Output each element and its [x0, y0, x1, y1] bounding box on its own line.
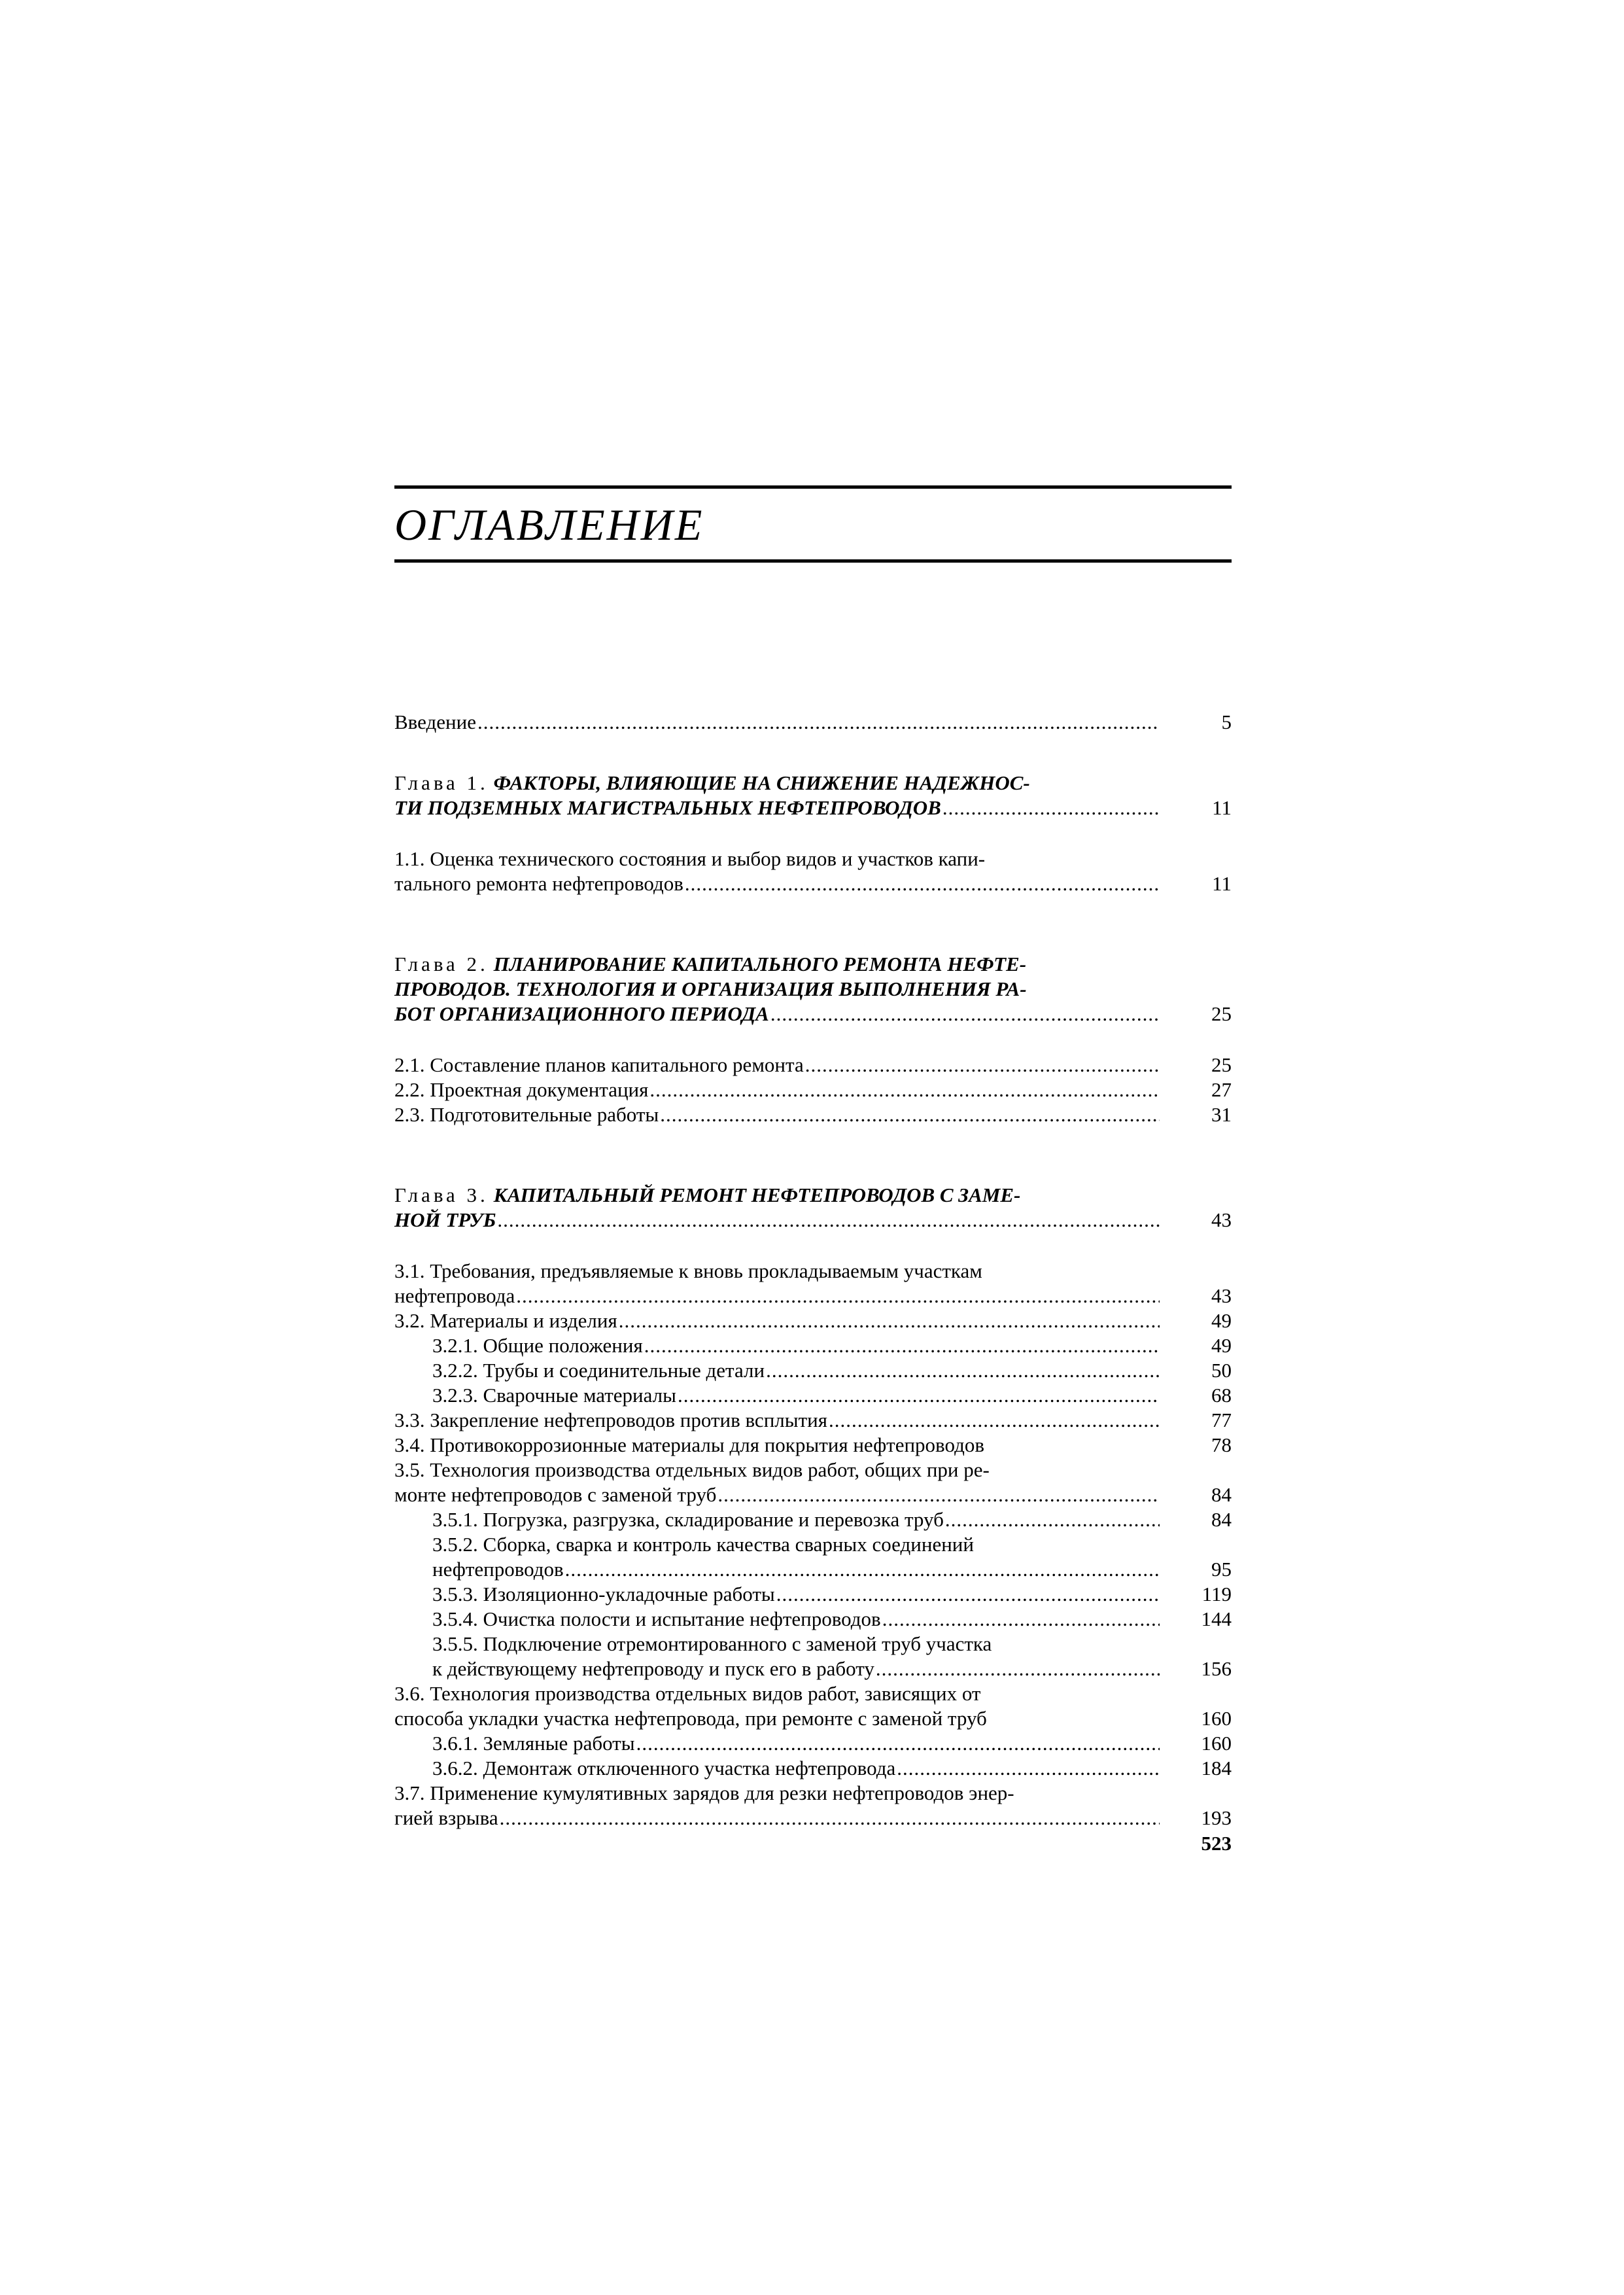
chapter-title: ПЛАНИРОВАНИЕ КАПИТАЛЬНОГО РЕМОНТА НЕФТЕ-: [493, 953, 1027, 975]
page-number: 523: [1201, 1832, 1232, 1855]
entry-page: 43: [1211, 1208, 1232, 1231]
toc-entry-3-5-4: [394, 1607, 1232, 1632]
toc-chapter-3: [394, 1183, 1232, 1233]
entry-text: 3.5.5. Подключение отремонтированного с заменой труб участка: [432, 1632, 992, 1655]
entry-page: 84: [1211, 1508, 1232, 1531]
entry-text: 2.1. Составление планов капитального ремонта: [394, 1053, 804, 1076]
entry-text: 3.5.3. Изоляционно-укладочные работы: [432, 1583, 775, 1605]
entry-text: 2.2. Проектная документация: [394, 1078, 649, 1101]
toc-entry-3-2-2: [394, 1358, 1232, 1383]
toc-chapter-1: [394, 771, 1232, 820]
entry-text: 3.6. Технология производства отдельных видов работ, зависящих от: [394, 1682, 981, 1705]
toc-entry-3-2-1: [394, 1333, 1232, 1358]
entry-text: 1.1. Оценка технического состояния и выбор видов и участков капи-: [394, 847, 986, 870]
toc-entry-3-2: [394, 1308, 1232, 1333]
entry-text: 3.2. Материалы и изделия: [394, 1309, 617, 1332]
page-title: ОГЛАВЛЕНИЕ: [394, 500, 704, 550]
entry-text: 3.4. Противокоррозионные материалы для покрытия нефтепроводов: [394, 1433, 984, 1456]
entry-page: 84: [1211, 1483, 1232, 1506]
entry-text: 3.3. Закрепление нефтепроводов против всплытия: [394, 1409, 827, 1431]
entry-page: 50: [1211, 1359, 1232, 1382]
entry-text: 2.3. Подготовительные работы: [394, 1103, 659, 1126]
entry-page: 77: [1211, 1409, 1232, 1431]
toc-entry-intro: [394, 710, 1232, 735]
title-rule-bottom: [394, 559, 1232, 563]
entry-text: 3.6.1. Земляные работы: [432, 1732, 635, 1755]
entry-text: 3.2.1. Общие положения: [432, 1334, 643, 1357]
entry-text-cont: тального ремонта нефтепроводов: [394, 872, 683, 895]
toc-chapter-2: [394, 952, 1232, 1026]
entry-page: 5: [1221, 710, 1232, 733]
entry-page: 43: [1211, 1284, 1232, 1307]
entry-page: 49: [1211, 1309, 1232, 1332]
entry-text: 3.7. Применение кумулятивных зарядов для резки нефтепроводов энер-: [394, 1781, 1014, 1804]
chapter-title-cont: ТИ ПОДЗЕМНЫХ МАГИСТРАЛЬНЫХ НЕФТЕПРОВОДОВ: [394, 796, 941, 819]
entry-text-cont: к действующему нефтепроводу и пуск его в работу: [432, 1657, 874, 1680]
entry-text-cont: нефтепроводов: [432, 1558, 564, 1581]
toc-entry-3-5-5: [394, 1632, 1232, 1681]
chapter-title-cont: НОЙ ТРУБ: [394, 1208, 496, 1231]
toc-entry-3-2-3: [394, 1383, 1232, 1408]
chapter-title: КАПИТАЛЬНЫЙ РЕМОНТ НЕФТЕПРОВОДОВ С ЗАМЕ-: [493, 1183, 1021, 1206]
toc-entry-3-6-2: [394, 1756, 1232, 1781]
entry-text-cont: способа укладки участка нефтепровода, при ремонте с заменой труб: [394, 1707, 987, 1730]
entry-page: 144: [1201, 1607, 1232, 1630]
toc-entry-2-3: [394, 1102, 1232, 1127]
entry-page: 160: [1201, 1732, 1232, 1755]
entry-text: 3.5.1. Погрузка, разгрузка, складирование и перевозка труб: [432, 1508, 944, 1531]
entry-page: 78: [1211, 1433, 1232, 1456]
entry-text: Введение: [394, 710, 476, 733]
toc-entry-1-1: [394, 847, 1232, 896]
entry-page: 193: [1201, 1806, 1232, 1829]
entry-text-cont: монте нефтепроводов с заменой труб: [394, 1483, 717, 1506]
entry-page: 68: [1211, 1384, 1232, 1407]
chapter-title-cont: БОТ ОРГАНИЗАЦИОННОГО ПЕРИОДА: [394, 1002, 769, 1025]
entry-text: 3.5.4. Очистка полости и испытание нефтепроводов: [432, 1607, 881, 1630]
entry-text-cont: нефтепровода: [394, 1284, 515, 1307]
entry-text-cont: гией взрыва: [394, 1806, 498, 1829]
entry-text: 3.5.2. Сборка, сварка и контроль качества сварных соединений: [432, 1533, 974, 1556]
toc-entry-3-5-2: [394, 1532, 1232, 1582]
entry-page: 49: [1211, 1334, 1232, 1357]
toc-entry-3-3: [394, 1408, 1232, 1433]
entry-page: 95: [1211, 1558, 1232, 1581]
entry-text: 3.2.2. Трубы и соединительные детали: [432, 1359, 765, 1382]
toc-entry-3-4: [394, 1433, 1232, 1458]
entry-page: 27: [1211, 1078, 1232, 1101]
entry-page: 25: [1211, 1002, 1232, 1025]
table-of-contents: [394, 710, 1232, 1831]
entry-page: 11: [1212, 872, 1232, 895]
toc-entry-2-2: [394, 1077, 1232, 1102]
chapter-label: Глава 2.: [394, 953, 489, 975]
toc-entry-3-5-3: [394, 1582, 1232, 1607]
toc-entry-3-5: [394, 1458, 1232, 1507]
entry-text: 3.2.3. Сварочные материалы: [432, 1384, 676, 1407]
entry-page: 31: [1211, 1103, 1232, 1126]
toc-entry-3-6: [394, 1681, 1232, 1731]
entry-page: 11: [1212, 796, 1232, 819]
entry-page: 184: [1201, 1757, 1232, 1779]
entry-text: 3.6.2. Демонтаж отключенного участка нефтепровода: [432, 1757, 896, 1779]
entry-page: 119: [1201, 1583, 1232, 1605]
toc-entry-3-5-1: [394, 1507, 1232, 1532]
chapter-title: ФАКТОРЫ, ВЛИЯЮЩИЕ НА СНИЖЕНИЕ НАДЕЖНОС-: [493, 771, 1030, 794]
chapter-label: Глава 3.: [394, 1183, 489, 1206]
toc-entry-3-6-1: [394, 1731, 1232, 1756]
entry-text: 3.1. Требования, предъявляемые к вновь прокладываемым участкам: [394, 1259, 982, 1282]
entry-text: 3.5. Технология производства отдельных видов работ, общих при ре-: [394, 1458, 990, 1481]
chapter-label: Глава 1.: [394, 771, 489, 794]
toc-entry-3-1: [394, 1259, 1232, 1308]
entry-page: 160: [1201, 1707, 1232, 1730]
toc-entry-2-1: [394, 1053, 1232, 1077]
entry-page: 156: [1201, 1657, 1232, 1680]
chapter-title-cont: ПРОВОДОВ. ТЕХНОЛОГИЯ И ОРГАНИЗАЦИЯ ВЫПОЛНЕНИЯ РА-: [394, 977, 1027, 1000]
title-rule-top: [394, 485, 1232, 489]
entry-page: 25: [1211, 1053, 1232, 1076]
toc-entry-3-7: [394, 1781, 1232, 1831]
